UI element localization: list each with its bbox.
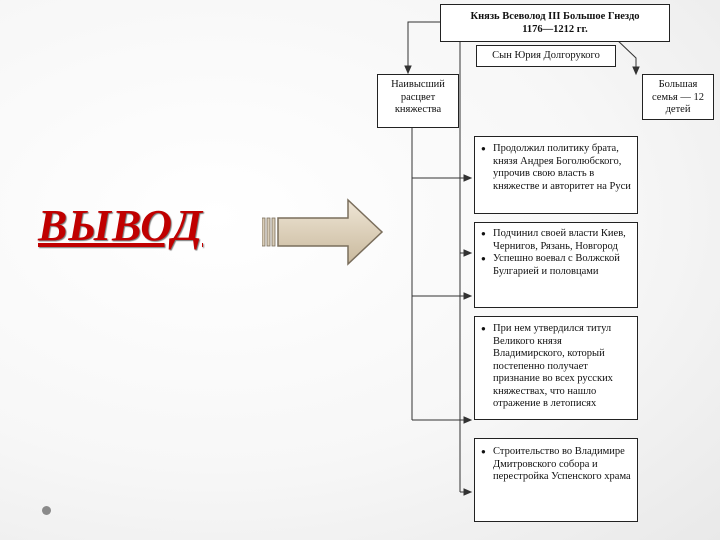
header-box <box>440 4 670 42</box>
son-of-box <box>476 45 616 67</box>
item-box-3 <box>474 316 638 420</box>
item-point: ● Подчинил своей власти Киев, Чернигов, Рязань, Новгород <box>481 228 631 253</box>
son-of-label: Сын Юрия Долгорукого <box>492 50 600 61</box>
slide-title: ВЫВОД <box>38 201 204 250</box>
left-box <box>377 74 459 128</box>
right-box-label: Большая семья — 12 детей <box>652 79 704 115</box>
header-line1: Князь Всеволод III Большое Гнездо <box>470 11 640 22</box>
item-box-1 <box>474 136 638 214</box>
header-line2: 1176—1212 гг. <box>522 23 588 35</box>
item-point: ● Строительство во Владимире Дмитровского собора и перестройка Успенского храма <box>481 446 631 484</box>
right-box <box>642 74 714 120</box>
item-box-2 <box>474 222 638 308</box>
item-point: ● Продолжил политику брата, князя Андрея Боголюбского, упрочив свою власть в княжестве и авторитет на Руси <box>481 143 631 193</box>
item-point: ● При нем утвердился титул Великого князя Владимирского, который постепенно получает признание во всех русских княжествах, что нашло отражение в летописях <box>481 323 631 411</box>
left-box-label: Наивысший расцвет княжества <box>391 79 445 115</box>
item-box-4 <box>474 438 638 522</box>
item-point: ● Успешно воевал с Волжской Булгарией и половцами <box>481 253 631 278</box>
